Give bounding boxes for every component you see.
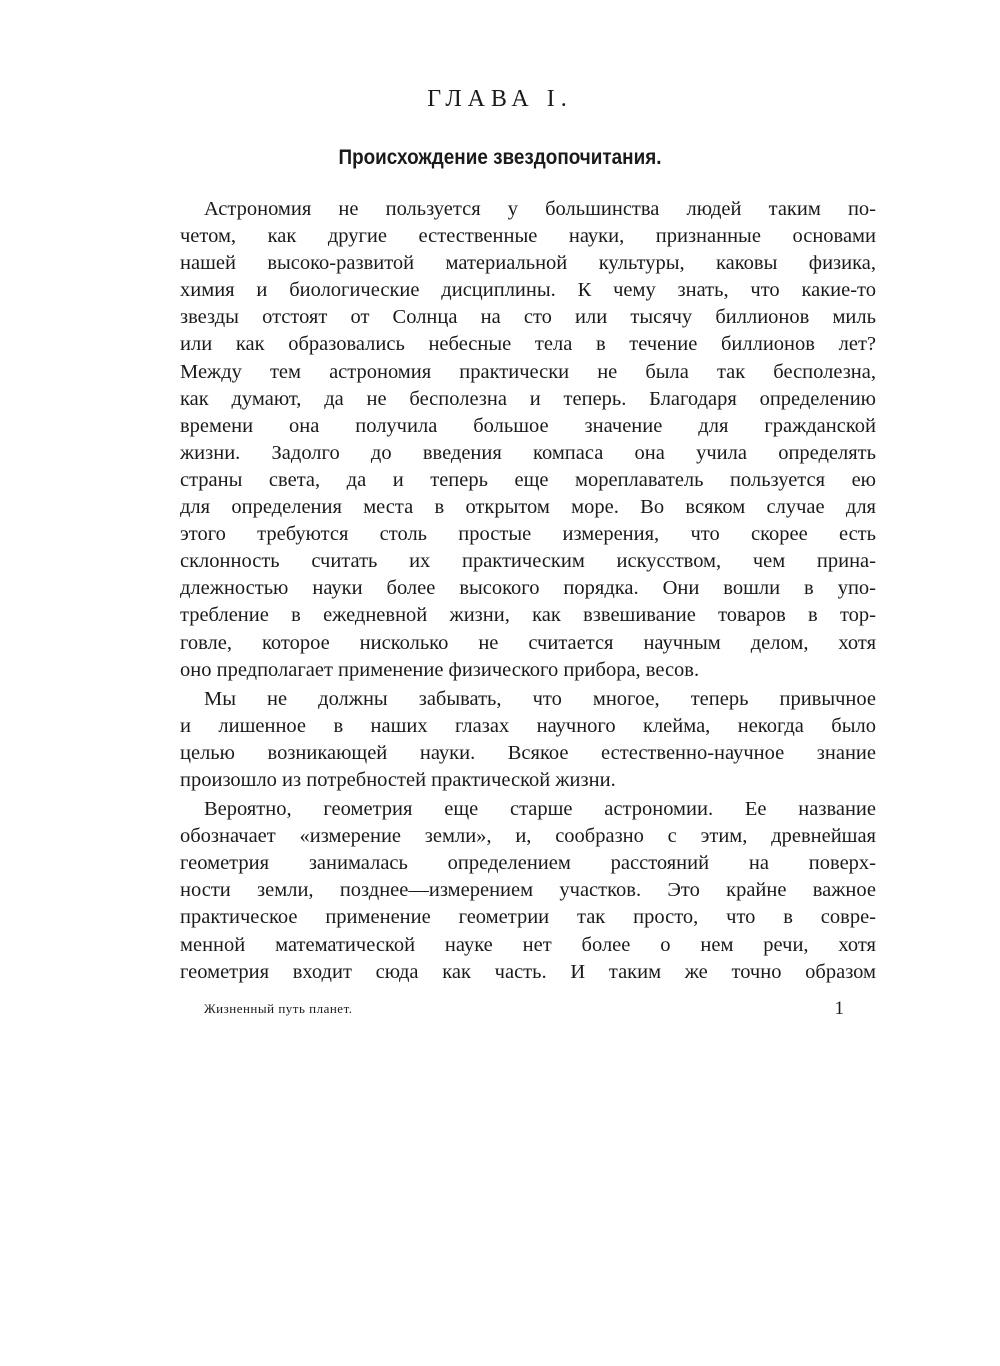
chapter-heading: ГЛАВА I. <box>427 86 573 112</box>
text-line: обозначает «измерение земли», и, сообразно с этим, древнейшая <box>180 825 876 848</box>
text-line: жизни. Задолго до введения компаса она учила определять <box>180 441 876 464</box>
text-line: говле, которое нисколько не считается научным делом, хотя <box>180 631 876 654</box>
text-line: Вероятно, геометрия еще старше астрономии. Ее название <box>204 798 876 821</box>
text-line: времени она получила большое значение для гражданской <box>180 414 876 437</box>
page-footer <box>204 998 844 1025</box>
running-title: Жизненный путь планет. <box>204 1001 353 1016</box>
page-number: 1 <box>834 998 844 1019</box>
chapter-title: Происхождение звездопочитания. <box>338 146 662 169</box>
text-line: и лишенное в наших глазах научного клейма, некогда было <box>180 714 876 737</box>
text-line: длежностью науки более высокого порядка. Они вошли в упо- <box>180 577 876 600</box>
text-line: Между тем астрономия практически не была так бесполезна, <box>180 360 876 383</box>
text-line: этого требуются столь простые измерения, что скорее есть <box>180 523 876 546</box>
text-line: требление в ежедневной жизни, как взвешивание товаров в тор- <box>180 604 876 627</box>
text-line: нашей высоко-развитой материальной культуры, каковы физика, <box>180 252 876 275</box>
text-line: Астрономия не пользуется у большинства людей таким по- <box>204 198 876 220</box>
text-line: менной математической науке нет более о нем речи, хотя <box>180 933 876 956</box>
text-line: звезды отстоят от Солнца на сто или тысячу биллионов миль <box>180 306 876 329</box>
text-line: химия и биологические дисциплины. К чему знать, что какие-то <box>180 279 876 302</box>
text-line: оно предполагает применение физического прибора, весов. <box>180 658 700 681</box>
text-line: произошло из потребностей практической жизни. <box>180 768 616 791</box>
text-line: ности земли, позднее—измерением участков. Это крайне важное <box>180 879 876 902</box>
text-line: геометрия занималась определением расстояний на поверх- <box>180 852 876 875</box>
text-line: практическое применение геометрии так просто, что в совре- <box>180 906 876 929</box>
text-line: четом, как другие естественные науки, признанные основами <box>180 225 876 248</box>
text-line: целью возникающей науки. Всякое естественно-научное знание <box>180 741 876 764</box>
text-line: склонность считать их практическим искусством, чем прина- <box>180 550 876 573</box>
text-line: как думают, да не бесполезна и теперь. Благодаря определению <box>180 387 876 410</box>
text-line: страны света, да и теперь еще мореплаватель пользуется ею <box>180 468 876 491</box>
body-text <box>180 196 876 986</box>
text-line: Мы не должны забывать, что многое, теперь привычное <box>204 687 876 710</box>
text-line: геометрия входит сюда как часть. И таким же точно образом <box>180 960 876 983</box>
text-line: или как образовались небесные тела в течение биллионов лет? <box>180 333 876 356</box>
text-line: для определения места в открытом море. Во всяком случае для <box>180 496 876 519</box>
